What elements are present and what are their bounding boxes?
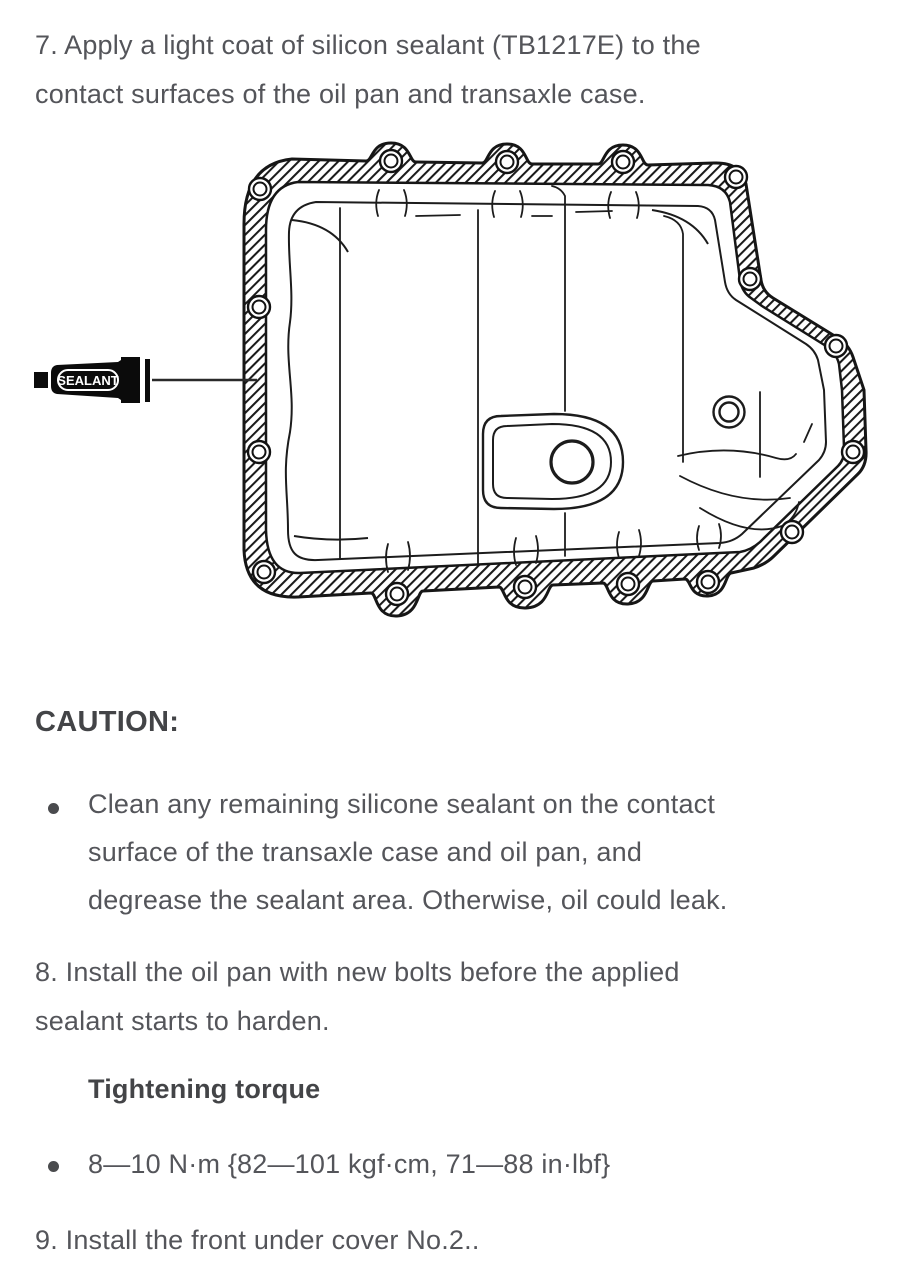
- step-7-instruction: [35, 21, 701, 119]
- caution-bullet-item: [88, 780, 727, 924]
- drain-plug-hole: [551, 441, 593, 483]
- step-9-line-1: 9. Install the front under cover No.2..: [35, 1225, 480, 1255]
- caution-heading: CAUTION:: [35, 706, 180, 738]
- step-7-line-2: contact surfaces of the oil pan and transaxle case.: [35, 79, 646, 109]
- caution-line-2: surface of the transaxle case and oil pan, and: [88, 837, 643, 867]
- step-8-line-1: 8. Install the oil pan with new bolts before the applied: [35, 957, 680, 987]
- pan-floor-hole: [714, 397, 745, 428]
- caution-line-3: degrease the sealant area. Otherwise, oil could leak.: [88, 885, 728, 915]
- tightening-torque-heading: Tightening torque: [88, 1074, 321, 1104]
- caution-line-1: Clean any remaining silicone sealant on the contact: [88, 789, 716, 819]
- pan-flange-band: [244, 143, 866, 616]
- step-9-instruction: [35, 1216, 480, 1265]
- torque-spec: [88, 1140, 610, 1188]
- torque-spec-value: 8—10 N·m {82—101 kgf·cm, 71—88 in·lbf}: [88, 1149, 611, 1179]
- step-8-line-2: sealant starts to harden.: [35, 1006, 330, 1036]
- sealant-tube-icon: [34, 357, 150, 403]
- drain-plug-boss: [483, 414, 623, 509]
- caution-bullet-dot: [48, 803, 59, 814]
- oil-pan-sealant-diagram: [0, 132, 903, 644]
- sealant-label: SEALANT: [57, 373, 119, 388]
- step-7-line-1: 7. Apply a light coat of silicon sealant (TB1217E) to the: [35, 30, 701, 60]
- torque-bullet-dot: [48, 1161, 59, 1172]
- step-8-instruction: [35, 948, 680, 1046]
